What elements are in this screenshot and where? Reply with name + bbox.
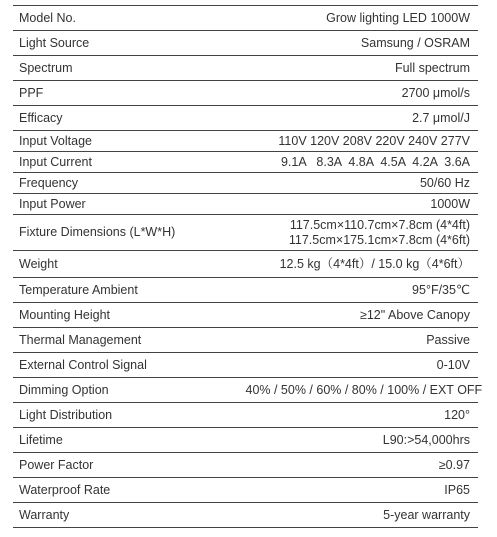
spec-value: ≥0.97: [438, 457, 470, 472]
spec-value: 2.7 μmol/J: [412, 110, 470, 125]
spec-label: Temperature Ambient: [19, 282, 138, 297]
spec-label: Power Factor: [19, 457, 94, 472]
spec-label: Model No.: [19, 10, 76, 25]
spec-row-lifetime: [13, 428, 478, 453]
spec-label: Spectrum: [19, 60, 73, 75]
spec-label: Efficacy: [19, 110, 63, 125]
spec-row-input-power: [13, 194, 478, 215]
spec-row-thermal-management: [13, 328, 478, 353]
spec-label: PPF: [19, 85, 44, 100]
spec-label: Input Voltage: [19, 133, 92, 148]
spec-value: 50/60 Hz: [419, 175, 470, 190]
spec-row-light-source: [13, 31, 478, 56]
spec-label: Thermal Management: [19, 332, 142, 347]
spec-label: External Control Signal: [19, 357, 147, 372]
spec-value: [246, 215, 479, 251]
spec-row-model-no: [13, 6, 478, 31]
spec-label: Waterproof Rate: [19, 482, 111, 497]
spec-value: 120°: [444, 407, 470, 422]
spec-label: Light Distribution: [19, 407, 113, 422]
spec-label: Dimming Option: [19, 382, 109, 397]
spec-value: L90:>54,000hrs: [382, 432, 470, 447]
spec-table: [13, 5, 483, 528]
spec-label: Fixture Dimensions (L*W*H): [19, 225, 176, 239]
spec-value: 40% / 50% / 60% / 80% / 100% / EXT OFF: [245, 382, 483, 397]
spec-label: Light Source: [19, 35, 90, 50]
spec-label: Frequency: [19, 175, 79, 190]
spec-label: Input Power: [19, 196, 86, 211]
spec-label: Input Current: [19, 154, 92, 169]
spec-row-temperature-ambient: [13, 278, 478, 303]
spec-value: 9.1A 8.3A 4.8A 4.5A 4.2A 3.6A: [280, 154, 470, 169]
spec-row-external-control-signal: [13, 353, 478, 378]
spec-value-line: 117.5cm×110.7cm×7.8cm (4*4ft): [289, 217, 470, 232]
spec-value: 2700 μmol/s: [401, 85, 470, 100]
spec-value: 1000W: [430, 196, 470, 211]
spec-row-spectrum: [13, 56, 478, 81]
spec-value-line: 117.5cm×175.1cm×7.8cm (4*6ft): [288, 232, 470, 247]
spec-row-power-factor: [13, 453, 478, 478]
spec-label: Warranty: [19, 507, 70, 522]
spec-value: Full spectrum: [394, 60, 470, 75]
spec-value: 0-10V: [436, 357, 470, 372]
spec-row-input-voltage: [13, 131, 478, 152]
spec-value: Passive: [426, 332, 470, 347]
spec-row-warranty: [13, 503, 478, 528]
spec-row-mounting-height: [13, 303, 478, 328]
spec-value: 12.5 kg（4*4ft）/ 15.0 kg（4*6ft）: [279, 256, 470, 271]
spec-value: Grow lighting LED 1000W: [326, 10, 470, 25]
spec-row-fixture-dimensions: [13, 215, 478, 251]
spec-label: Lifetime: [19, 432, 63, 447]
spec-row-dimming-option: [13, 378, 478, 403]
spec-label: Weight: [19, 256, 58, 271]
spec-value: ≥12" Above Canopy: [360, 307, 470, 322]
spec-value: Samsung / OSRAM: [360, 35, 470, 50]
spec-row-ppf: [13, 81, 478, 106]
spec-label: Mounting Height: [19, 307, 111, 322]
spec-value: 95°F/35℃: [412, 282, 470, 297]
spec-value: 110V 120V 208V 220V 240V 277V: [278, 133, 470, 148]
spec-value: 5-year warranty: [383, 507, 470, 522]
spec-row-weight: [13, 251, 478, 278]
spec-row-efficacy: [13, 106, 478, 131]
spec-row-frequency: [13, 173, 478, 194]
spec-row-waterproof-rate: [13, 478, 478, 503]
spec-value: IP65: [444, 482, 470, 497]
spec-row-input-current: [13, 152, 478, 173]
spec-row-light-distribution: [13, 403, 478, 428]
